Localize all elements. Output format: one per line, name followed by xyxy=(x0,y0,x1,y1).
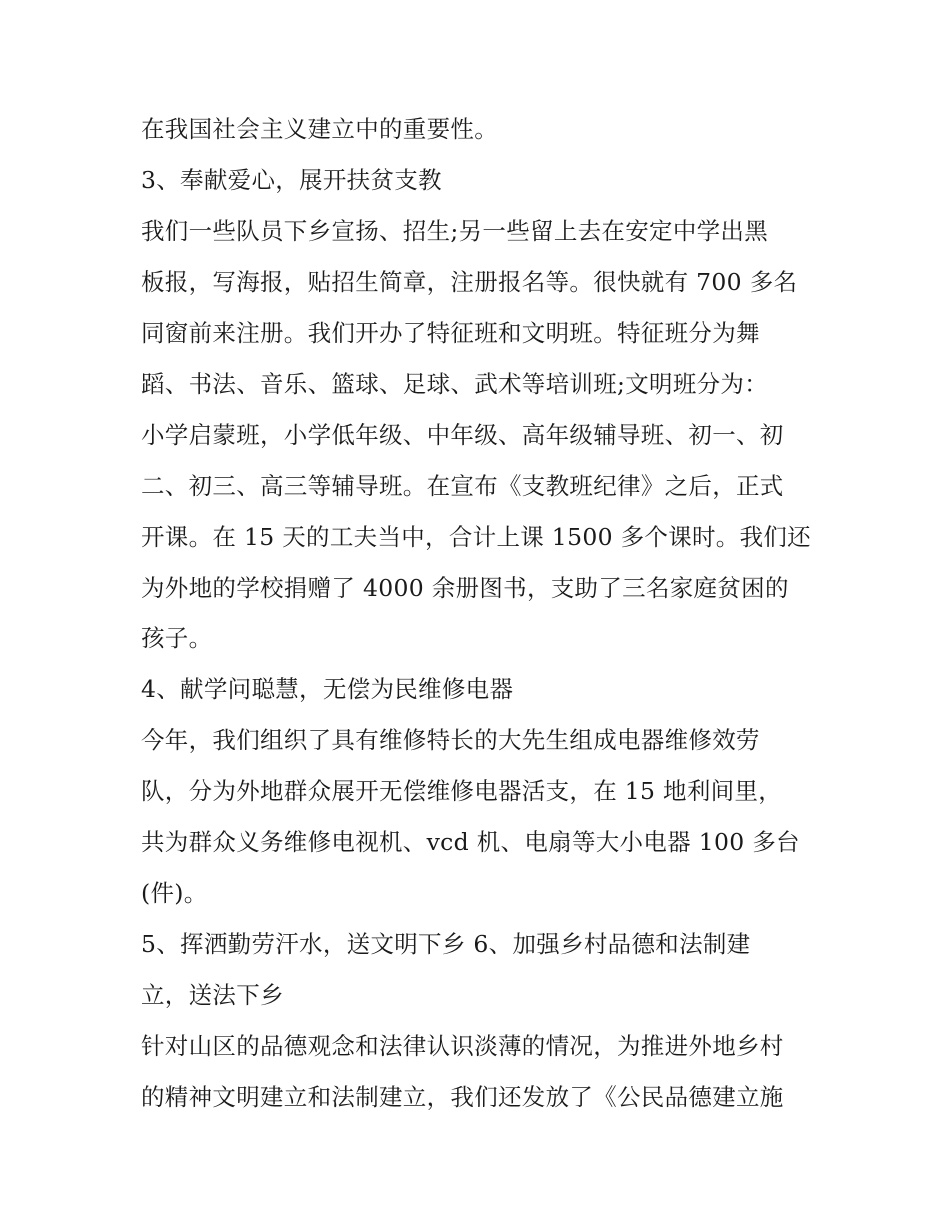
text-line: (件)。 xyxy=(141,879,208,907)
text-line: 二、初三、高三等辅导班。在宣布《支教班纪律》之后，正式 xyxy=(141,472,784,500)
text-line: 小学启蒙班，小学低年级、中年级、高年级辅导班、初一、初 xyxy=(141,421,784,449)
text-line: 板报，写海报，贴招生简章，注册报名等。很快就有 700 多名 xyxy=(141,268,798,296)
text-line: 在我国社会主义建立中的重要性。 xyxy=(141,115,498,143)
section-heading: 5、挥洒勤劳汗水，送文明下乡 6、加强乡村品德和法制建 xyxy=(141,930,751,958)
text-line: 我们一些队员下乡宣扬、招生;另一些留上去在安定中学出黑 xyxy=(141,217,769,245)
text-line: 开课。在 15 天的工夫当中，合计上课 1500 多个课时。我们还 xyxy=(141,523,811,551)
section-heading: 3、奉献爱心，展开扶贫支教 xyxy=(141,166,442,194)
text-line: 蹈、书法、音乐、篮球、足球、武术等培训班;文明班分为： xyxy=(141,370,769,398)
text-line: 孩子。 xyxy=(141,624,213,652)
text-line: 同窗前来注册。我们开办了特征班和文明班。特征班分为舞 xyxy=(141,319,760,347)
text-line: 为外地的学校捐赠了 4000 余册图书，支助了三名家庭贫困的 xyxy=(141,574,789,602)
section-heading: 4、献学问聪慧，无偿为民维修电器 xyxy=(141,675,514,703)
text-line: 的精神文明建立和法制建立，我们还发放了《公民品德建立施 xyxy=(141,1083,784,1111)
section-heading: 立，送法下乡 xyxy=(141,981,284,1009)
text-line: 共为群众义务维修电视机、vcd 机、电扇等大小电器 100 多台 xyxy=(141,828,800,856)
text-line: 队，分为外地群众展开无偿维修电器活支，在 15 地利间里， xyxy=(141,777,783,805)
text-line: 今年，我们组织了具有维修特长的大先生组成电器维修效劳 xyxy=(141,726,760,754)
text-line: 针对山区的品德观念和法律认识淡薄的情况，为推进外地乡村 xyxy=(141,1032,784,1060)
